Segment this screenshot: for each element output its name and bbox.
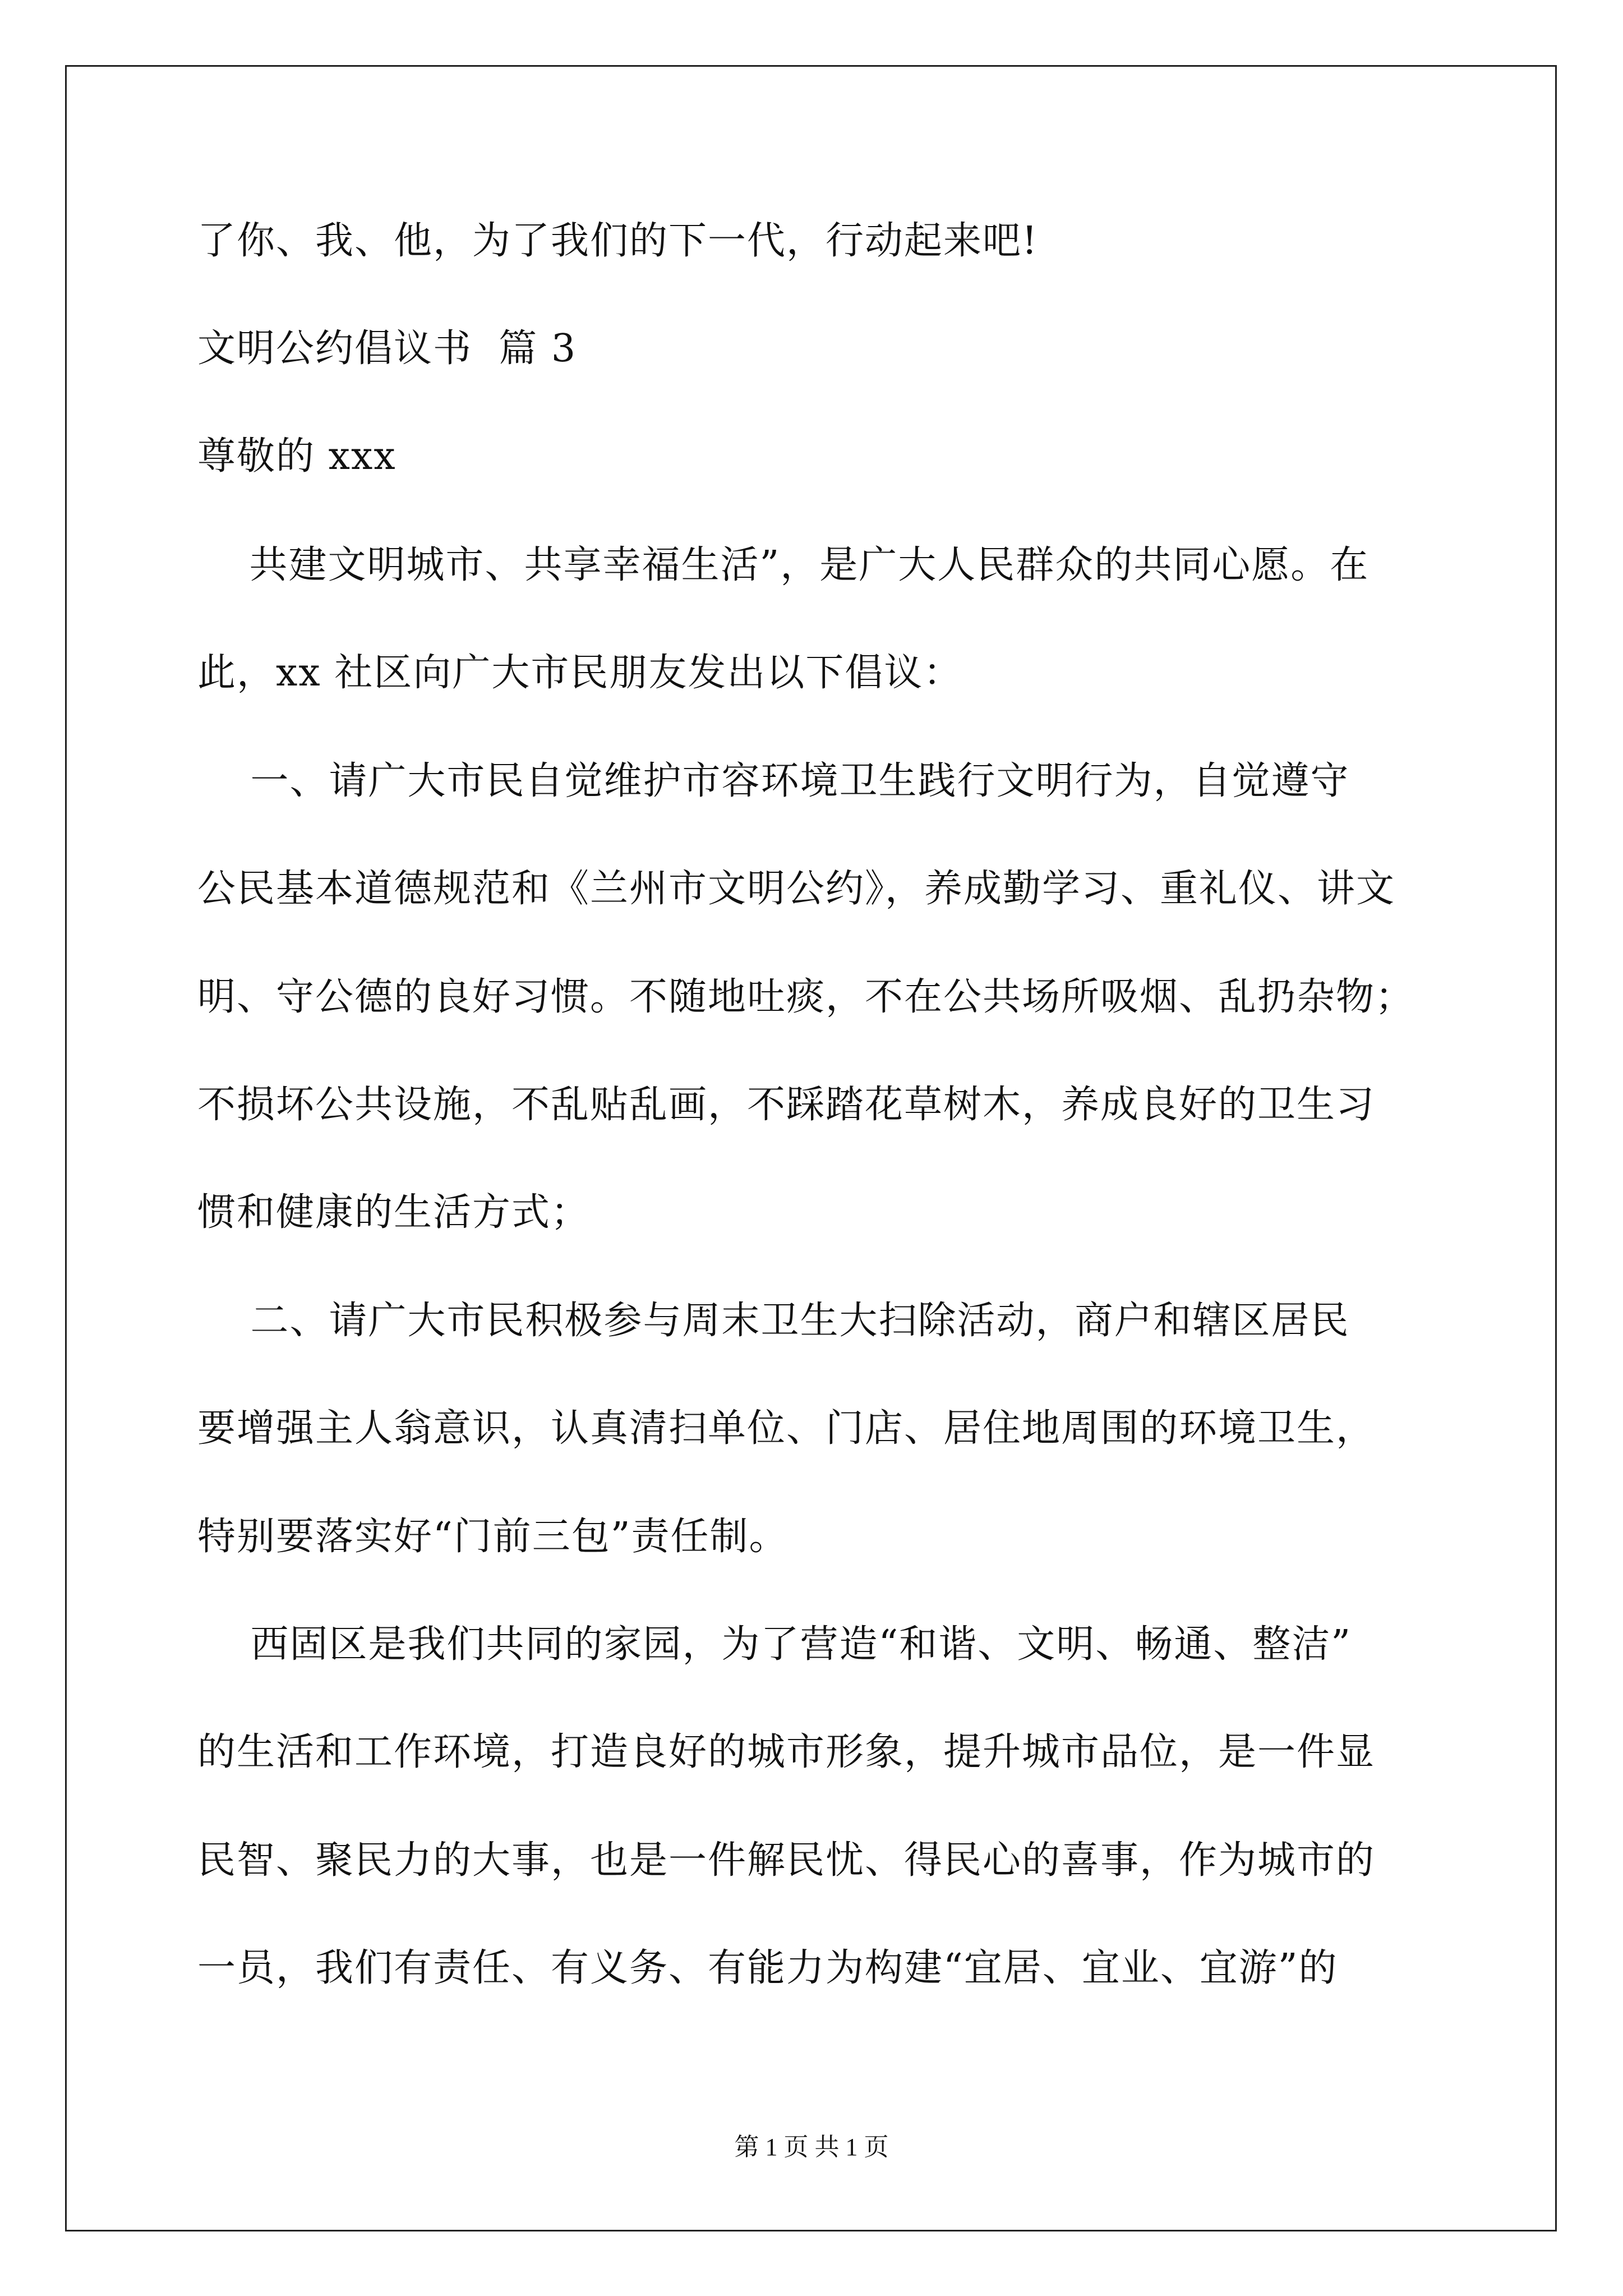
paragraph-line: 西固区是我们共同的家园，为了营造“和谐、文明、畅通、整洁” <box>197 1622 1352 1667</box>
paragraph-line: 要增强主人翁意识，认真清扫单位、门店、居住地周围的环境卫生， <box>197 1406 1376 1451</box>
paragraph-line: 不损坏公共设施，不乱贴乱画，不踩踏花草树木，养成良好的卫生习 <box>197 1083 1376 1127</box>
page-border <box>65 65 1557 2231</box>
salutation: 尊敬的 xxx <box>197 434 396 478</box>
paragraph-line: 一员，我们有责任、有义务、有能力为构建“宜居、宜业、宜游”的 <box>197 1946 1338 1990</box>
paragraph-line: 公民基本道德规范和《兰州市文明公约》，养成勤学习、重礼仪、讲文 <box>197 867 1396 911</box>
text-line: 了你、我、他，为了我们的下一代，行动起来吧! <box>197 219 1039 263</box>
paragraph-line: 的生活和工作环境，打造良好的城市形象，提升城市品位，是一件显 <box>197 1730 1376 1774</box>
paragraph-line: 共建文明城市、共享幸福生活”，是广大人民群众的共同心愿。在 <box>196 543 1370 587</box>
paragraph-line: 惯和健康的生活方式； <box>197 1190 591 1235</box>
paragraph-line: 民智、聚民力的大事，也是一件解民忧、得民心的喜事，作为城市的 <box>197 1838 1376 1883</box>
paragraph-line: 一、请广大市民自觉维护市容环境卫生践行文明行为，自觉遵守 <box>197 759 1350 803</box>
paragraph-line: 特别要落实好“门前三包”责任制。 <box>197 1515 789 1559</box>
paragraph-line: 二、请广大市民积极参与周末卫生大扫除活动，商户和辖区居民 <box>197 1299 1350 1343</box>
section-title: 文明公约倡议书 篇 3 <box>197 326 577 371</box>
page-number-footer: 第 1 页 共 1 页 <box>734 2133 889 2161</box>
paragraph-line: 此，xx 社区向广大市民朋友发出以下倡议： <box>197 651 963 695</box>
paragraph-line: 明、守公德的良好习惯。不随地吐痰，不在公共场所吸烟、乱扔杂物； <box>197 975 1415 1019</box>
